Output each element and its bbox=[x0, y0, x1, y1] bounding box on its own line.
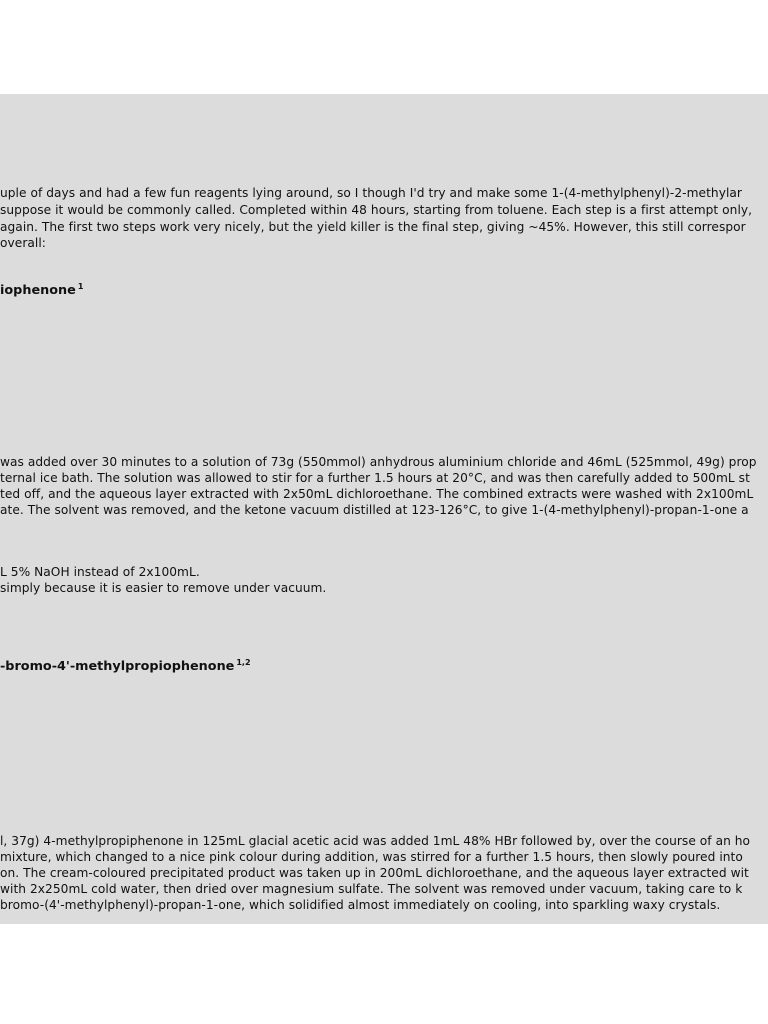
section-heading bbox=[0, 658, 251, 674]
note-line: simply because it is easier to remove under vacuum. bbox=[0, 581, 327, 595]
section-body-line: was added over 30 minutes to a solution of 73g (550mmol) anhydrous aluminium chloride and 46mL (525mmol, 49g) prop bbox=[0, 455, 757, 469]
intro-line: uple of days and had a few fun reagents lying around, so I though I'd try and make some 1-(4-methylphenyl)-2-methylar bbox=[0, 186, 742, 200]
section-body-line: ternal ice bath. The solution was allowed to stir for a further 1.5 hours at 20°C, and was then carefully added to 500mL st bbox=[0, 471, 750, 485]
document-panel bbox=[0, 94, 768, 924]
section-body-line: ted off, and the aqueous layer extracted with 2x50mL dichloroethane. The combined extracts were washed with 2x100mL bbox=[0, 487, 754, 501]
section-heading-text: -bromo-4'-methylpropiophenone bbox=[0, 659, 235, 674]
section-body-line: mixture, which changed to a nice pink colour during addition, was stirred for a further 1.5 hours, then slowly poured into bbox=[0, 850, 743, 864]
section-body-line: bromo-(4'-methylphenyl)-propan-1-one, which solidified almost immediately on cooling, into sparkling waxy crystals. bbox=[0, 898, 721, 912]
note-line: L 5% NaOH instead of 2x100mL. bbox=[0, 565, 200, 579]
section-heading-text: iophenone bbox=[0, 283, 76, 298]
intro-line: overall: bbox=[0, 236, 46, 250]
section-body-line: on. The cream-coloured precipitated product was taken up in 200mL dichloroethane, and the aqueous layer extracted wit bbox=[0, 866, 749, 880]
intro-line: again. The first two steps work very nicely, but the yield killer is the final step, giving ~45%. However, this still correspor bbox=[0, 220, 746, 234]
section-body-line: with 2x250mL cold water, then dried over magnesium sulfate. The solvent was removed under vacuum, taking care to k bbox=[0, 882, 743, 896]
section-heading bbox=[0, 282, 83, 298]
section-body-line: ate. The solvent was removed, and the ketone vacuum distilled at 123-126°C, to give 1-(4-methylphenyl)-propan-1-one a bbox=[0, 503, 749, 517]
reference-superscript: 1,2 bbox=[236, 658, 251, 667]
intro-line: suppose it would be commonly called. Completed within 48 hours, starting from toluene. Each step is a first attempt only, bbox=[0, 203, 753, 217]
section-body-line: l, 37g) 4-methylpropiphenone in 125mL glacial acetic acid was added 1mL 48% HBr followed by, over the course of an ho bbox=[0, 834, 751, 848]
reference-superscript: 1 bbox=[77, 282, 84, 291]
